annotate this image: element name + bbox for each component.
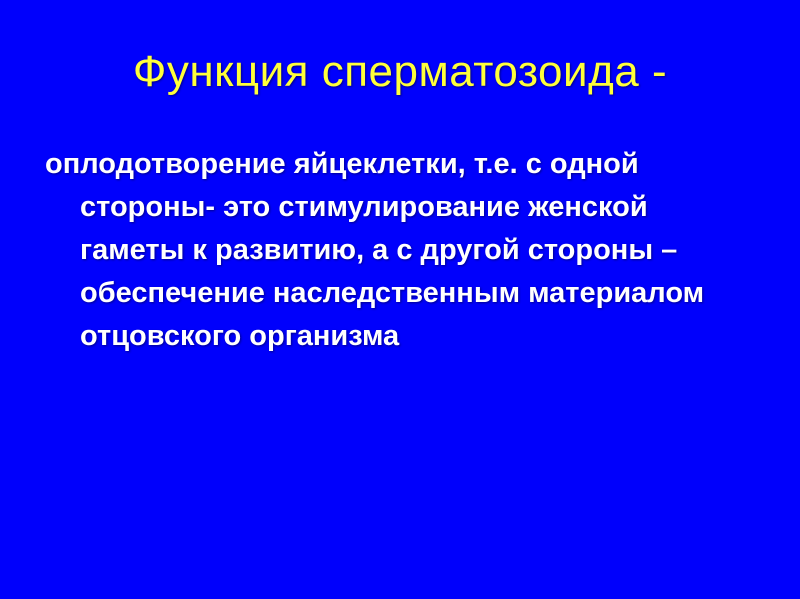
body-line: стороны- это стимулирование женской <box>80 191 648 223</box>
slide-title: Функция сперматозоида - <box>132 47 668 96</box>
body-line: оплодотворение яйцеклетки, т.е. с одной <box>45 148 639 180</box>
slide-body-text <box>45 143 762 358</box>
body-line: обеспечение наследственным материалом <box>80 277 705 309</box>
body-line: гаметы к развитию, а с другой стороны – <box>80 234 678 266</box>
body-line: отцовского организма <box>80 320 400 352</box>
